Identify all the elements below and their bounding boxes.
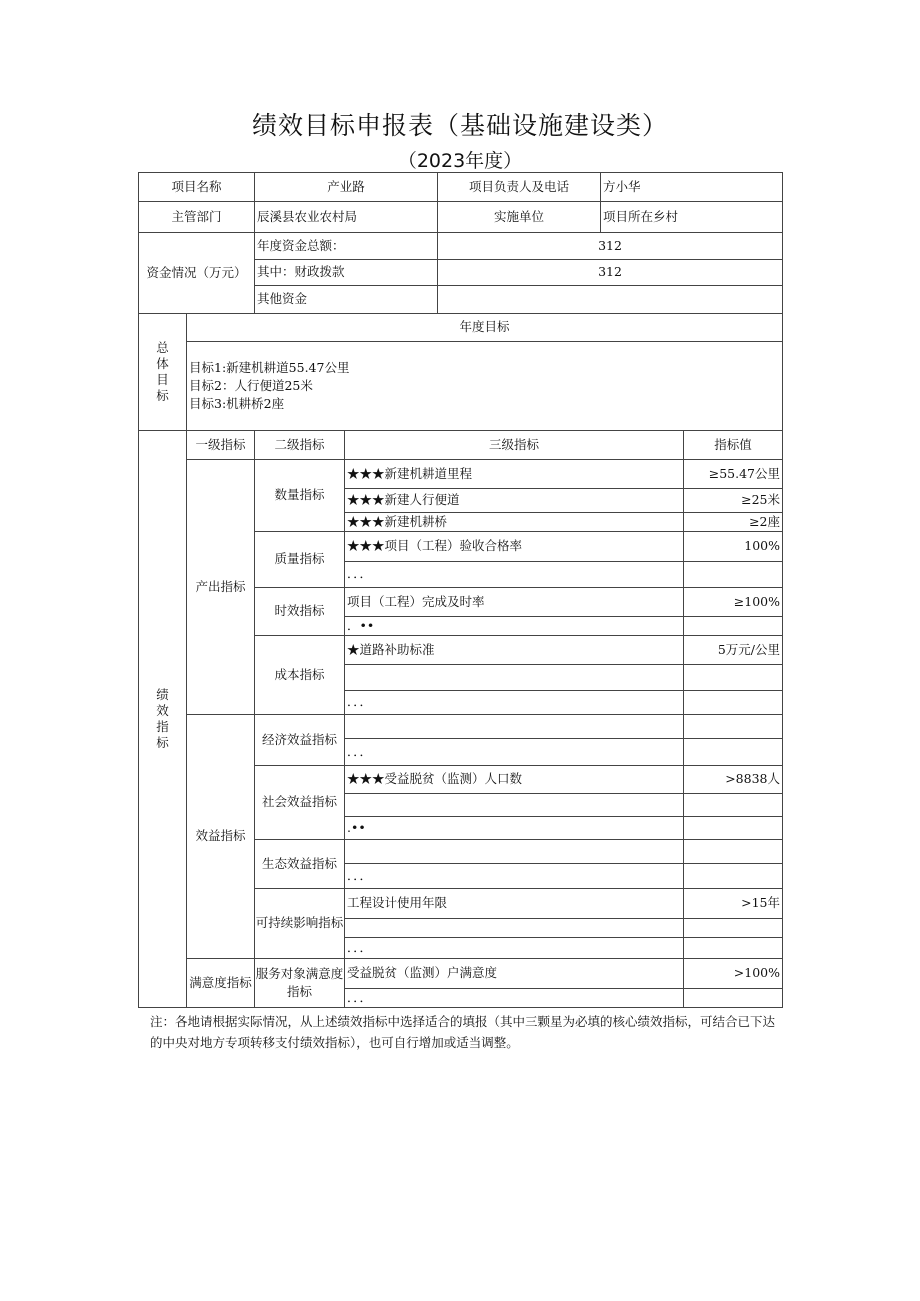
l3-row-1: ★★★新建人行便道 — [344, 488, 684, 513]
funds-label: 资金情况（万元） — [138, 232, 255, 314]
funds-total-label: 年度资金总额： — [254, 232, 438, 260]
col-level3-header: 三级指标 — [344, 430, 684, 460]
funds-fiscal-label: 其中：财政拨款 — [254, 259, 438, 286]
page-title: 绩效目标申报表（基础设施建设类） — [251, 111, 668, 140]
value-row-12: >8838人 — [683, 765, 783, 794]
col-level1-header: 一级指标 — [186, 430, 255, 460]
l3-row-11: ．．． — [344, 738, 684, 766]
l3-row-13 — [344, 793, 684, 817]
annual-goal-content — [186, 341, 783, 431]
l3-row-18: ．．． — [344, 937, 684, 959]
value-row-7: 5万元/公里 — [683, 635, 783, 665]
page-subtitle: （2023年度） — [397, 150, 523, 172]
l3-row-6: ．•• — [344, 616, 684, 636]
value-row-15-blank — [683, 839, 783, 864]
l3-row-16: 工程设计使用年限 — [344, 888, 684, 919]
goal-1: 目标1:新建机耕道55.47公里 — [189, 359, 350, 375]
l3-row-4: ．．． — [344, 561, 684, 588]
annual-goal-header: 年度目标 — [186, 313, 783, 342]
value-row-2: ≥2座 — [683, 512, 783, 532]
value-row-8 — [683, 664, 783, 691]
level2-economic: 经济效益指标 — [254, 714, 345, 766]
l3-row-7: ★道路补助标准 — [344, 635, 684, 665]
funds-total-value: 312 — [437, 232, 783, 260]
level1-benefit: 效益指标 — [186, 714, 255, 959]
level2-sustainability: 可持续影响指标 — [254, 888, 345, 959]
level1-output: 产出指标 — [186, 459, 255, 715]
goal-3: 目标3:机耕桥2座 — [189, 396, 285, 412]
value-row-10 — [683, 714, 783, 739]
contact-label: 项目负责人及电话 — [437, 172, 601, 202]
value-row-6 — [683, 616, 783, 636]
l3-row-12: ★★★受益脱贫（监测）人口数 — [344, 765, 684, 794]
l3-row-5: 项目（工程）完成及时率 — [344, 587, 684, 617]
l3-row-19: 受益脱贫（监测）户满意度 — [344, 958, 684, 989]
l3-row-15: ．．． — [344, 863, 684, 889]
impl-unit-label: 实施单位 — [437, 201, 601, 233]
funds-fiscal-value: 312 — [437, 259, 783, 286]
value-row-16: >15年 — [683, 888, 783, 919]
footnote: 注：各地请根据实际情况，从上述绩效指标中选择适合的填报（其中三颗星为必填的核心绩效指标，可结合已下达的中央对地方专项转移支付绩效指标），也可自行增加或适当调整。 — [150, 1014, 776, 1050]
level2-quantity: 数量指标 — [254, 459, 345, 532]
value-row-15 — [683, 863, 783, 889]
level1-satisfaction: 满意度指标 — [186, 958, 255, 1008]
value-row-0: ≥55.47公里 — [683, 459, 783, 489]
l3-row-15-blank — [344, 839, 684, 864]
l3-row-2: ★★★新建机耕桥 — [344, 512, 684, 532]
level2-ecology: 生态效益指标 — [254, 839, 345, 889]
l3-row-20: ．．． — [344, 988, 684, 1008]
overall-goal-label: 总体目标 — [138, 313, 187, 431]
value-row-20 — [683, 988, 783, 1008]
l3-row-14: .•• — [344, 816, 684, 840]
value-row-5: ≥100% — [683, 587, 783, 617]
level2-service-satisfaction: 服务对象满意度指标 — [254, 958, 345, 1008]
project-name-value: 产业路 — [254, 172, 438, 202]
value-row-14 — [683, 816, 783, 840]
value-row-11 — [683, 738, 783, 766]
l3-row-3: ★★★项目（工程）验收合格率 — [344, 531, 684, 562]
level2-quality: 质量指标 — [254, 531, 345, 588]
value-row-13 — [683, 793, 783, 817]
value-row-18 — [683, 937, 783, 959]
value-row-17 — [683, 918, 783, 938]
funds-other-label: 其他资金 — [254, 285, 438, 314]
col-level2-header: 二级指标 — [254, 430, 345, 460]
value-row-1: ≥25米 — [683, 488, 783, 513]
project-name-label: 项目名称 — [138, 172, 255, 202]
level2-social: 社会效益指标 — [254, 765, 345, 840]
level2-cost: 成本指标 — [254, 635, 345, 715]
value-row-9 — [683, 690, 783, 715]
funds-other-value — [437, 285, 783, 314]
l3-row-10 — [344, 714, 684, 739]
l3-row-0: ★★★新建机耕道里程 — [344, 459, 684, 489]
performance-indicator-label: 绩效指标 — [138, 430, 187, 1008]
village-label: 项目所在乡村 — [600, 201, 783, 233]
value-row-19: >100% — [683, 958, 783, 989]
goal-2: 目标2：人行便道25米 — [189, 377, 313, 393]
value-row-3: 100% — [683, 531, 783, 562]
l3-row-17 — [344, 918, 684, 938]
dept-value: 辰溪县农业农村局 — [254, 201, 438, 233]
contact-value: 方小华 — [600, 172, 783, 202]
value-row-4 — [683, 561, 783, 588]
l3-row-8 — [344, 664, 684, 691]
dept-label: 主管部门 — [138, 201, 255, 233]
l3-row-9: ．．． — [344, 690, 684, 715]
col-value-header: 指标值 — [683, 430, 783, 460]
level2-timeliness: 时效指标 — [254, 587, 345, 636]
